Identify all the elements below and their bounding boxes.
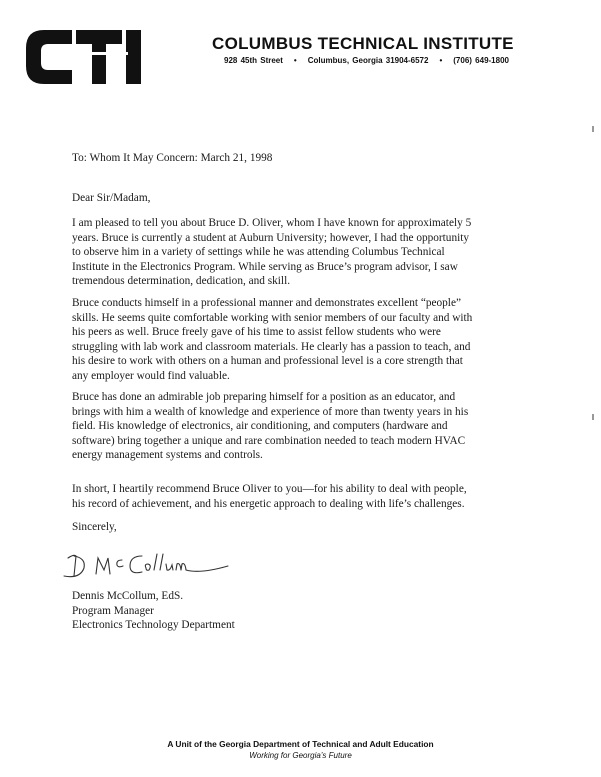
street-address: 928 45th Street (224, 56, 283, 65)
text-line: any employer would find valuable. (72, 369, 230, 382)
separator-dot: • (293, 56, 297, 65)
footer-motto: Working for Georgia’s Future (249, 751, 352, 760)
separator-dot: • (439, 56, 443, 65)
signer-department: Electronics Technology Department (72, 619, 235, 632)
text-line: skills. He seems quite comfortable working with senior members of our faculty and with (72, 311, 473, 324)
institution-name: COLUMBUS TECHNICAL INSTITUTE (212, 34, 514, 53)
text-line: to observe him in a variety of settings while he was attending Columbus Technical (72, 246, 445, 259)
paragraph-4 (72, 482, 467, 511)
signer-title: Program Manager (72, 604, 154, 617)
text-line: struggling with lab work and classroom materials. He clearly has a passion to teach, and (72, 340, 471, 353)
handwritten-signature (60, 546, 240, 586)
closing: Sincerely, (72, 521, 117, 533)
phone-number: (706) 649-1800 (453, 56, 509, 65)
city-address: Columbus, Georgia 31904-6572 (307, 56, 429, 65)
text-line: years. Bruce is currently a student at Auburn University; however, I had the opportunity (72, 231, 470, 244)
text-line: field. His knowledge of electronics, air conditioning, and computers (hardware and (72, 420, 448, 433)
text-line: brings with him a wealth of knowledge and experience of more than twenty years in his (72, 405, 469, 418)
scan-mark (592, 126, 594, 132)
text-line: tremendous determination, dedication, and skill. (72, 275, 291, 288)
to-line: To: Whom It May Concern: March 21, 1998 (72, 152, 273, 164)
text-line: his desire to work with others on a human and professional level is a core strength that (72, 355, 463, 368)
signer-name: Dennis McCollum, EdS. (72, 590, 184, 602)
paragraph-3 (72, 390, 468, 463)
text-line: Bruce conducts himself in a professional manner and demonstrates excellent “people” (72, 297, 461, 309)
paragraph-1 (72, 216, 471, 289)
cti-logo (24, 28, 154, 86)
paragraph-2 (72, 296, 472, 384)
institution-address (224, 56, 509, 65)
footer-affiliation: A Unit of the Georgia Department of Technical and Adult Education (167, 739, 434, 749)
text-line: Bruce has done an admirable job preparing himself for a position as an educator, and (72, 391, 456, 403)
text-line: I am pleased to tell you about Bruce D. Oliver, whom I have known for approximately 5 (72, 217, 472, 229)
scan-mark (592, 414, 594, 420)
text-line: In short, I heartily recommend Bruce Oliver to you—for his ability to deal with people, (72, 483, 467, 495)
text-line: his record of achievement, and his energetic approach to dealing with life’s challenges. (72, 497, 465, 510)
text-line: software) bring together a unique and rare combination needed to teach modern HVAC (72, 434, 466, 447)
text-line: Institute in the Electronics Program. While serving as Bruce’s program advisor, I saw (72, 260, 458, 273)
signature-block (72, 589, 235, 633)
salutation: Dear Sir/Madam, (72, 192, 151, 204)
text-line: energy management systems and controls. (72, 449, 263, 462)
text-line: his peers as well. Bruce freely gave of his time to assist fellow students who were (72, 326, 441, 339)
